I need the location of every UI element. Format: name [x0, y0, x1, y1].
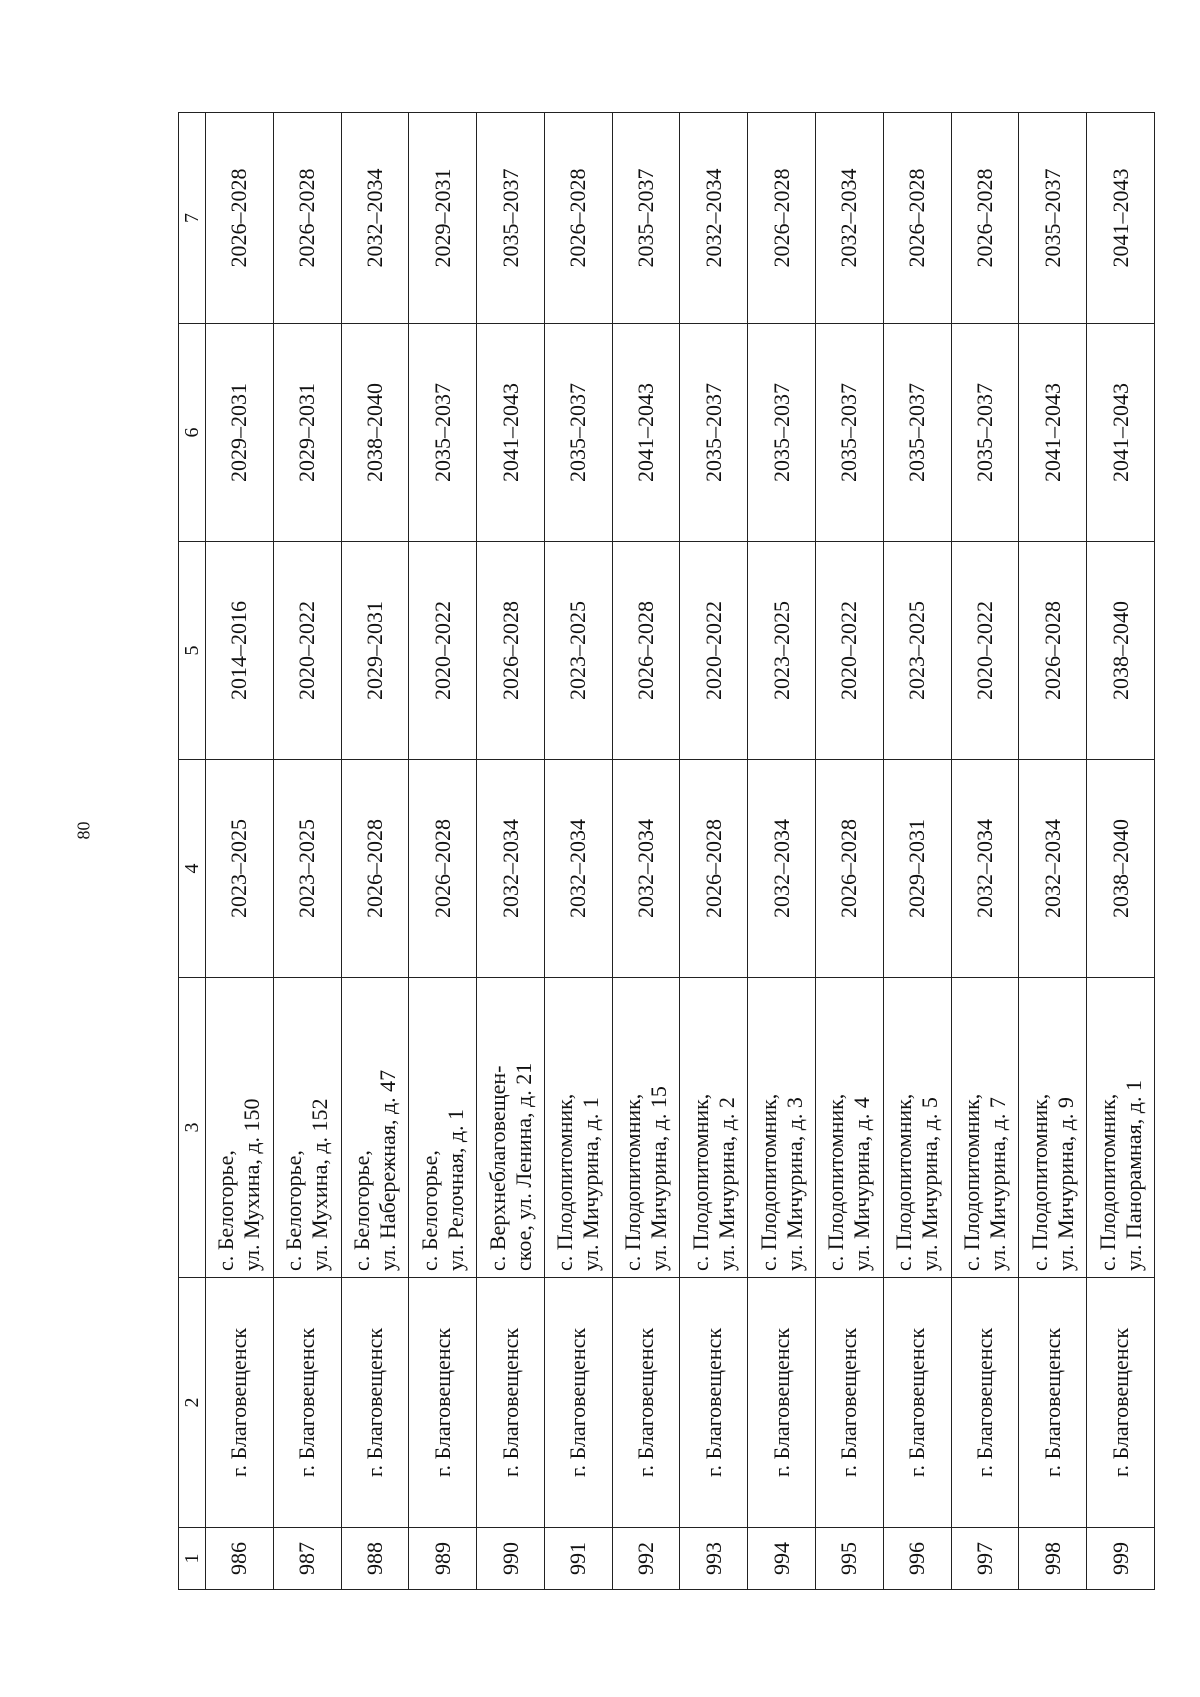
- period-col6-cell: 2029–2031: [273, 324, 341, 542]
- row-number-cell: 995: [816, 1528, 884, 1590]
- address-line: ул. Мичурина, д. 9: [1052, 1097, 1078, 1271]
- address-line: с. Белогорье,: [348, 1150, 374, 1271]
- address-cell: [883, 978, 951, 1278]
- period-col4-cell: 2032–2034: [748, 760, 816, 978]
- period-col7-cell: 2035–2037: [612, 113, 680, 324]
- table-body: [206, 113, 1155, 1590]
- address-line: ул. Мичурина, д. 2: [713, 1097, 739, 1271]
- address-cell: [748, 978, 816, 1278]
- address-line: с. Плодопитомник,: [620, 1093, 646, 1271]
- city-cell: г. Благовещенск: [544, 1278, 612, 1528]
- period-col6-cell: 2041–2043: [1019, 324, 1087, 542]
- period-col5-cell: 2014–2016: [206, 542, 274, 760]
- address-line: с. Плодопитомник,: [958, 1093, 984, 1271]
- period-col6-cell: 2035–2037: [883, 324, 951, 542]
- row-number-cell: 993: [680, 1528, 748, 1590]
- period-col7-cell: 2041–2043: [1087, 113, 1155, 324]
- address-line: с. Плодопитомник,: [687, 1093, 713, 1271]
- period-col6-cell: 2035–2037: [680, 324, 748, 542]
- period-col6-cell: 2041–2043: [612, 324, 680, 542]
- period-col4-cell: 2032–2034: [477, 760, 545, 978]
- period-col7-cell: 2026–2028: [883, 113, 951, 324]
- city-cell: г. Благовещенск: [409, 1278, 477, 1528]
- col-header-3: 3: [179, 978, 206, 1278]
- city-cell: г. Благовещенск: [1019, 1278, 1087, 1528]
- period-col5-cell: 2020–2022: [816, 542, 884, 760]
- period-col5-cell: 2020–2022: [273, 542, 341, 760]
- table-row: [951, 113, 1019, 1590]
- period-col6-cell: 2035–2037: [748, 324, 816, 542]
- period-col7-cell: 2035–2037: [1019, 113, 1087, 324]
- address-line: с. Плодопитомник,: [755, 1093, 781, 1271]
- period-col4-cell: 2023–2025: [273, 760, 341, 978]
- period-col5-cell: 2023–2025: [544, 542, 612, 760]
- address-cell: [409, 978, 477, 1278]
- address-line: с. Плодопитомник,: [1094, 1093, 1120, 1271]
- period-col6-cell: 2035–2037: [816, 324, 884, 542]
- address-cell: [680, 978, 748, 1278]
- col-header-5: 5: [179, 542, 206, 760]
- period-col5-cell: 2020–2022: [951, 542, 1019, 760]
- period-col7-cell: 2029–2031: [409, 113, 477, 324]
- table-row: [273, 113, 341, 1590]
- address-cell: [612, 978, 680, 1278]
- rotated-table-wrapper: [178, 113, 1155, 1590]
- address-line: с. Плодопитомник,: [552, 1093, 578, 1271]
- period-col7-cell: 2026–2028: [951, 113, 1019, 324]
- address-line: ул. Мичурина, д. 1: [578, 1097, 604, 1271]
- address-line: с. Плодопитомник,: [823, 1093, 849, 1271]
- row-number-cell: 988: [341, 1528, 409, 1590]
- row-number-cell: 998: [1019, 1528, 1087, 1590]
- period-col4-cell: 2032–2034: [1019, 760, 1087, 978]
- city-cell: г. Благовещенск: [883, 1278, 951, 1528]
- period-col6-cell: 2041–2043: [477, 324, 545, 542]
- period-col4-cell: 2032–2034: [544, 760, 612, 978]
- address-line: ул. Панорамная, д. 1: [1120, 1080, 1146, 1271]
- address-cell: [273, 978, 341, 1278]
- address-cell: [544, 978, 612, 1278]
- city-cell: г. Благовещенск: [341, 1278, 409, 1528]
- period-col7-cell: 2026–2028: [206, 113, 274, 324]
- period-col4-cell: 2038–2040: [1087, 760, 1155, 978]
- address-line: с. Верхнеблаговещен-: [484, 1065, 510, 1271]
- period-col4-cell: 2026–2028: [680, 760, 748, 978]
- period-col4-cell: 2029–2031: [883, 760, 951, 978]
- address-line: ул. Мухина, д. 150: [239, 1098, 265, 1271]
- period-col4-cell: 2032–2034: [951, 760, 1019, 978]
- period-col5-cell: 2023–2025: [883, 542, 951, 760]
- address-cell: [341, 978, 409, 1278]
- header-row: [179, 113, 206, 1590]
- period-col5-cell: 2020–2022: [409, 542, 477, 760]
- table-row: [1019, 113, 1087, 1590]
- address-line: ул. Мичурина, д. 4: [849, 1097, 875, 1271]
- row-number-cell: 992: [612, 1528, 680, 1590]
- period-col6-cell: 2035–2037: [951, 324, 1019, 542]
- address-cell: [206, 978, 274, 1278]
- period-col7-cell: 2032–2034: [816, 113, 884, 324]
- address-line: ул. Релочная, д. 1: [442, 1108, 468, 1271]
- city-cell: г. Благовещенск: [680, 1278, 748, 1528]
- table-row: [206, 113, 274, 1590]
- table-row: [883, 113, 951, 1590]
- period-col4-cell: 2026–2028: [409, 760, 477, 978]
- city-cell: г. Благовещенск: [273, 1278, 341, 1528]
- address-line: ское, ул. Ленина, д. 21: [510, 1062, 536, 1271]
- row-number-cell: 989: [409, 1528, 477, 1590]
- period-col4-cell: 2032–2034: [612, 760, 680, 978]
- period-col5-cell: 2026–2028: [1019, 542, 1087, 760]
- period-col6-cell: 2038–2040: [341, 324, 409, 542]
- address-line: с. Белогорье,: [416, 1150, 442, 1271]
- address-line: ул. Мухина, д. 152: [307, 1098, 333, 1271]
- row-number-cell: 987: [273, 1528, 341, 1590]
- address-line: с. Плодопитомник,: [1026, 1093, 1052, 1271]
- col-header-2: 2: [179, 1278, 206, 1528]
- table-row: [680, 113, 748, 1590]
- period-col7-cell: 2035–2037: [477, 113, 545, 324]
- period-col7-cell: 2026–2028: [273, 113, 341, 324]
- period-col5-cell: 2038–2040: [1087, 542, 1155, 760]
- city-cell: г. Благовещенск: [816, 1278, 884, 1528]
- col-header-6: 6: [179, 324, 206, 542]
- period-col5-cell: 2026–2028: [477, 542, 545, 760]
- table-row: [477, 113, 545, 1590]
- address-line: ул. Набережная, д. 47: [374, 1069, 400, 1271]
- address-cell: [477, 978, 545, 1278]
- row-number-cell: 986: [206, 1528, 274, 1590]
- period-col6-cell: 2035–2037: [409, 324, 477, 542]
- city-cell: г. Благовещенск: [206, 1278, 274, 1528]
- row-number-cell: 991: [544, 1528, 612, 1590]
- address-line: ул. Мичурина, д. 5: [917, 1097, 943, 1271]
- period-col4-cell: 2026–2028: [816, 760, 884, 978]
- address-cell: [951, 978, 1019, 1278]
- address-cell: [1019, 978, 1087, 1278]
- period-col5-cell: 2026–2028: [612, 542, 680, 760]
- address-line: ул. Мичурина, д. 15: [646, 1086, 672, 1271]
- col-header-4: 4: [179, 760, 206, 978]
- col-header-1: 1: [179, 1528, 206, 1590]
- row-number-cell: 999: [1087, 1528, 1155, 1590]
- row-number-cell: 994: [748, 1528, 816, 1590]
- period-col5-cell: 2020–2022: [680, 542, 748, 760]
- col-header-7: 7: [179, 113, 206, 324]
- period-col6-cell: 2029–2031: [206, 324, 274, 542]
- period-col4-cell: 2023–2025: [206, 760, 274, 978]
- address-cell: [816, 978, 884, 1278]
- period-col6-cell: 2035–2037: [544, 324, 612, 542]
- address-line: с. Плодопитомник,: [891, 1093, 917, 1271]
- period-col5-cell: 2023–2025: [748, 542, 816, 760]
- table-row: [1087, 113, 1155, 1590]
- table-row: [612, 113, 680, 1590]
- period-col7-cell: 2032–2034: [680, 113, 748, 324]
- row-number-cell: 996: [883, 1528, 951, 1590]
- period-col7-cell: 2026–2028: [748, 113, 816, 324]
- address-line: ул. Мичурина, д. 7: [984, 1097, 1010, 1271]
- period-col4-cell: 2026–2028: [341, 760, 409, 978]
- address-line: с. Белогорье,: [281, 1150, 307, 1271]
- address-cell: [1087, 978, 1155, 1278]
- table-row: [544, 113, 612, 1590]
- city-cell: г. Благовещенск: [612, 1278, 680, 1528]
- table-row: [409, 113, 477, 1590]
- address-line: с. Белогорье,: [213, 1150, 239, 1271]
- city-cell: г. Благовещенск: [477, 1278, 545, 1528]
- table-row: [341, 113, 409, 1590]
- row-number-cell: 997: [951, 1528, 1019, 1590]
- page-number: 80: [73, 821, 94, 840]
- period-col6-cell: 2041–2043: [1087, 324, 1155, 542]
- schedule-table: [178, 112, 1155, 1590]
- period-col7-cell: 2032–2034: [341, 113, 409, 324]
- row-number-cell: 990: [477, 1528, 545, 1590]
- city-cell: г. Благовещенск: [748, 1278, 816, 1528]
- city-cell: г. Благовещенск: [951, 1278, 1019, 1528]
- address-line: ул. Мичурина, д. 3: [781, 1097, 807, 1271]
- period-col5-cell: 2029–2031: [341, 542, 409, 760]
- city-cell: г. Благовещенск: [1087, 1278, 1155, 1528]
- period-col7-cell: 2026–2028: [544, 113, 612, 324]
- table-row: [816, 113, 884, 1590]
- table-row: [748, 113, 816, 1590]
